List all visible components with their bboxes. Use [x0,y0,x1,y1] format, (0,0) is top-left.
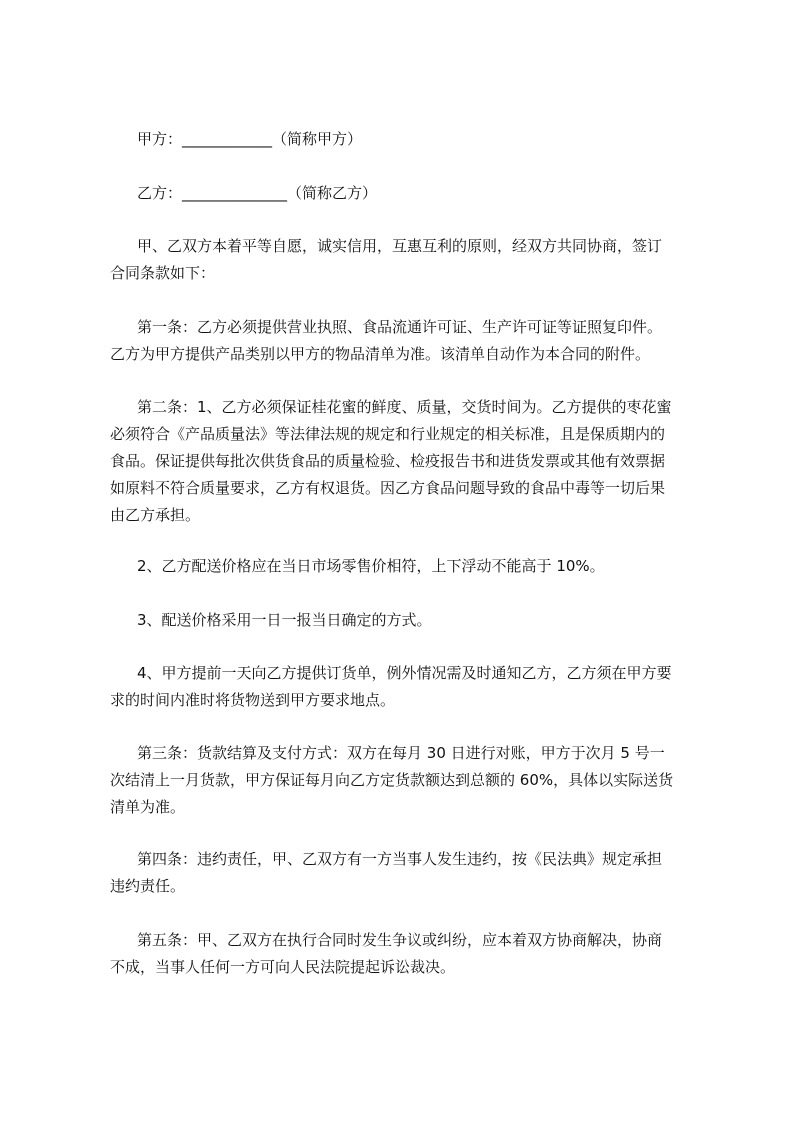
item-4-line: 求的时间内准时将货物送到甲方要求地点。 [110,691,396,709]
article-2-line: 第二条：1、乙方必须保证桂花蜜的鲜度、质量，交货时间为。乙方提供的枣花蜜 [137,398,672,416]
article-5-line: 不成，当事人任何一方可向人民法院提起诉讼裁决。 [110,958,456,976]
article-1-line: 第一条：乙方必须提供营业执照、食品流通许可证、生产许可证等证照复印件。 [137,318,663,336]
article-4-line: 违约责任。 [110,877,186,895]
article-5-paragraph [110,927,710,981]
article-2-paragraph [110,394,710,529]
article-5-line: 第五条：甲、乙双方在执行合同时发生争议或纠纷，应本着双方协商解决，协商 [137,931,663,949]
article-3-line: 清单为准。 [110,798,186,816]
item-4-paragraph [110,660,710,714]
article-2-line: 如原料不符合质量要求，乙方有权退货。因乙方食品问题导致的食品中毒等一切后果 [110,479,666,497]
intro-paragraph [110,233,710,287]
party-a-text: 甲方：____________（简称甲方） [137,130,363,148]
item-4-line: 4、甲方提前一天向乙方提供订货单，例外情况需及时通知乙方，乙方须在甲方要 [137,664,672,682]
article-3-line: 次结清上一月货款，甲方保证每月向乙方定货款额达到总额的 60%，具体以实际送货 [110,771,674,789]
article-2-line: 必须符合《产品质量法》等法律法规的规定和行业规定的相关标准，且是保质期内的 [110,425,666,443]
item-3-paragraph [110,607,710,634]
article-2-line: 由乙方承担。 [110,506,201,524]
article-4-line: 第四条：违约责任，甲、乙双方有一方当事人发生违约，按《民法典》规定承担 [137,850,663,868]
intro-line: 甲、乙双方本着平等自愿，诚实信用，互惠互利的原则，经双方共同协商，签订 [137,237,663,255]
item-2-paragraph [110,553,710,580]
article-1-paragraph [110,314,710,368]
article-2-line: 食品。保证提供每批次供货食品的质量检验、检疫报告书和进货发票或其他有效票据 [110,452,666,470]
intro-line: 合同条款如下： [110,264,216,282]
item-2-line: 2、乙方配送价格应在当日市场零售价相符，上下浮动不能高于 10%。 [137,557,605,575]
article-4-paragraph [110,846,710,900]
article-3-line: 第三条：货款结算及支付方式：双方在每月 30 日进行对账，甲方于次月 5 号一 [137,744,665,762]
party-b-line [110,180,710,207]
party-a-line [110,126,710,153]
article-3-paragraph [110,740,710,821]
party-b-text: 乙方：______________（简称乙方） [137,184,378,202]
article-1-line: 乙方为甲方提供产品类别以甲方的物品清单为准。该清单自动作为本合同的附件。 [110,345,651,363]
item-3-line: 3、配送价格采用一日一报当日确定的方式。 [137,611,432,629]
